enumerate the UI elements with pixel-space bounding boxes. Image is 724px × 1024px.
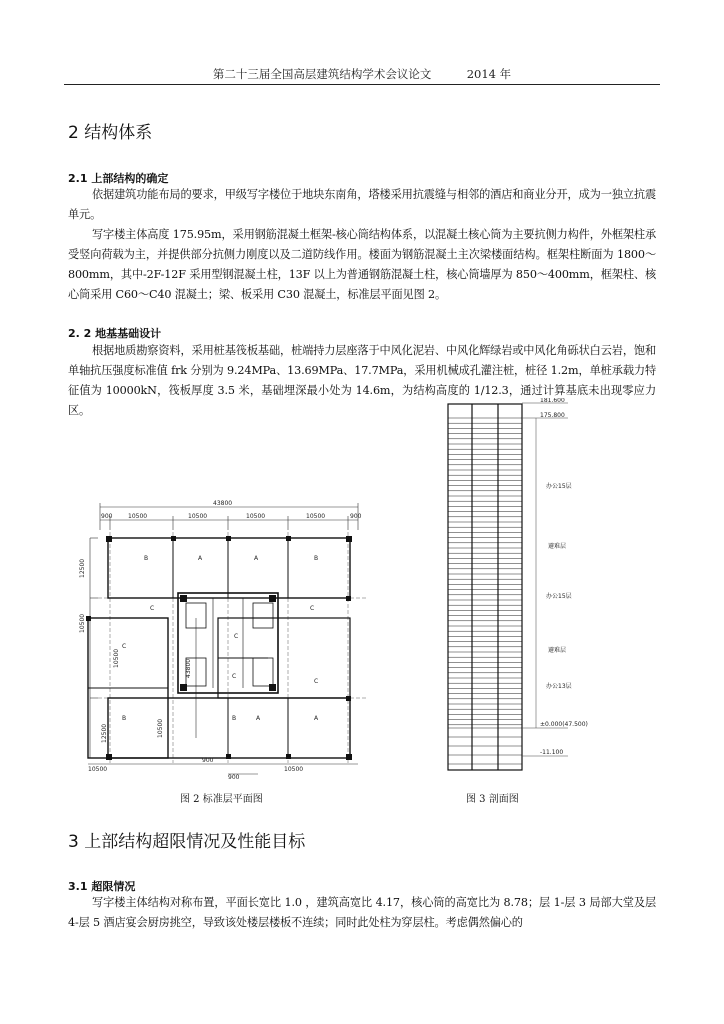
dim-label: 900 bbox=[228, 774, 240, 780]
room-label: B bbox=[232, 715, 237, 722]
room-label: C bbox=[314, 678, 319, 685]
section-label: 办公15层 bbox=[546, 483, 572, 490]
figure-2-caption: 图 2 标准层平面图 bbox=[180, 794, 263, 805]
section-3-1-heading: 3.1 超限情况 bbox=[68, 880, 136, 893]
section-label: 避难层 bbox=[548, 647, 567, 654]
section-3-heading: 3 上部结构超限情况及性能目标 bbox=[68, 832, 306, 852]
dim-label: 43800 bbox=[185, 658, 192, 678]
dim-label: 10500 bbox=[128, 513, 148, 520]
elevation-label: ±0.000(47.500) bbox=[540, 721, 588, 728]
dim-label: 10500 bbox=[79, 613, 86, 633]
dim-label: 900 bbox=[350, 513, 362, 520]
room-label: A bbox=[256, 715, 261, 722]
dim-label: 10500 bbox=[157, 718, 164, 738]
room-label: B bbox=[144, 555, 149, 562]
section-2-1-heading: 2.1 上部结构的确定 bbox=[68, 172, 169, 185]
section-label: 办公15层 bbox=[546, 593, 572, 600]
paragraph: 写字楼主体高度 175.95m，采用钢筋混凝土框架-核心筒结构体系，以混凝土核心筒为主要抗侧力构件，外框架柱承受竖向荷载为主，并提供部分抗侧力刚度以及二道防线作用。楼面为钢筋混凝土主次梁楼面结构。框架柱断面为 1800～800mm，其中-2F-12F 采用型钢混凝土柱，13F 以上为普通钢筋混凝土柱，核心筒墙厚为 850～400mm，框架柱、核心筒采用 C60～C40 混凝土；梁、板采用 C30 混凝土，标准层平面见图 2。 bbox=[68, 228, 656, 301]
room-label: C bbox=[234, 633, 239, 640]
dim-label: 10500 bbox=[246, 513, 266, 520]
running-header bbox=[0, 66, 724, 82]
room-label: A bbox=[198, 555, 203, 562]
section-label: 避难层 bbox=[548, 543, 567, 550]
room-label: C bbox=[122, 643, 127, 650]
header-title: 第二十三届全国高层建筑结构学术会议论文 bbox=[212, 67, 432, 81]
dim-label: 10500 bbox=[113, 648, 120, 668]
room-label: C bbox=[150, 605, 155, 612]
room-label: C bbox=[310, 605, 315, 612]
section-label: 办公13层 bbox=[546, 683, 572, 690]
dim-label: 12500 bbox=[101, 723, 108, 743]
dim-label: 10500 bbox=[188, 513, 208, 520]
dim-label: 10500 bbox=[88, 766, 108, 773]
figure-3-caption: 图 3 剖面图 bbox=[466, 794, 519, 805]
dim-label: 900 bbox=[101, 513, 113, 520]
elevation-label: 181.600 bbox=[540, 398, 565, 404]
room-label: A bbox=[314, 715, 319, 722]
paragraph: 依据建筑功能布局的要求，甲级写字楼位于地块东南角，塔楼采用抗震缝与相邻的酒店和商业分开，成为一独立抗震单元。 bbox=[68, 188, 656, 221]
dim-label: 12500 bbox=[79, 558, 86, 578]
section-drawing bbox=[436, 398, 596, 778]
section-2-2-heading: 2. 2 地基基础设计 bbox=[68, 327, 162, 340]
dim-label: 10500 bbox=[306, 513, 326, 520]
elevation-label: 175.800 bbox=[540, 412, 565, 419]
dim-label: 900 bbox=[202, 757, 214, 764]
room-label: B bbox=[314, 555, 319, 562]
paragraph: 根据地质勘察资料，采用桩基筏板基础，桩端持力层座落于中风化泥岩、中风化辉绿岩或中风化角砾状白云岩，饱和单轴抗压强度标准值 frk 分别为 9.24MPa、13.69MPa、17.7MPa，采用机械成孔灌注桩，桩径 1.2m，单桩承载力特征值为 10000kN，筏板厚度 3.5 米，基础埋深最小处为 14.6m，为结构高度的 1/12.3，通过计算基底未出现零应力区。 bbox=[68, 344, 656, 417]
section-2-heading: 2 结构体系 bbox=[68, 123, 153, 143]
room-label: B bbox=[122, 715, 127, 722]
dim-total: 43800 bbox=[213, 500, 233, 507]
elevation-label: -11.100 bbox=[540, 749, 564, 756]
header-rule bbox=[64, 84, 660, 85]
room-label: C bbox=[232, 673, 237, 680]
header-year: 2014 年 bbox=[466, 67, 512, 81]
room-label: A bbox=[254, 555, 259, 562]
floor-plan-drawing bbox=[78, 498, 388, 780]
paragraph: 写字楼主体结构对称布置，平面长宽比 1.0 ，建筑高宽比 4.17，核心筒的高宽比为 8.78；层 1-层 3 局部大堂及层 4-层 5 酒店宴会厨房挑空，导致该处楼层楼板不连续；同时此处柱为穿层柱。考虑偶然偏心的 bbox=[68, 896, 656, 929]
dim-label: 10500 bbox=[284, 766, 304, 773]
